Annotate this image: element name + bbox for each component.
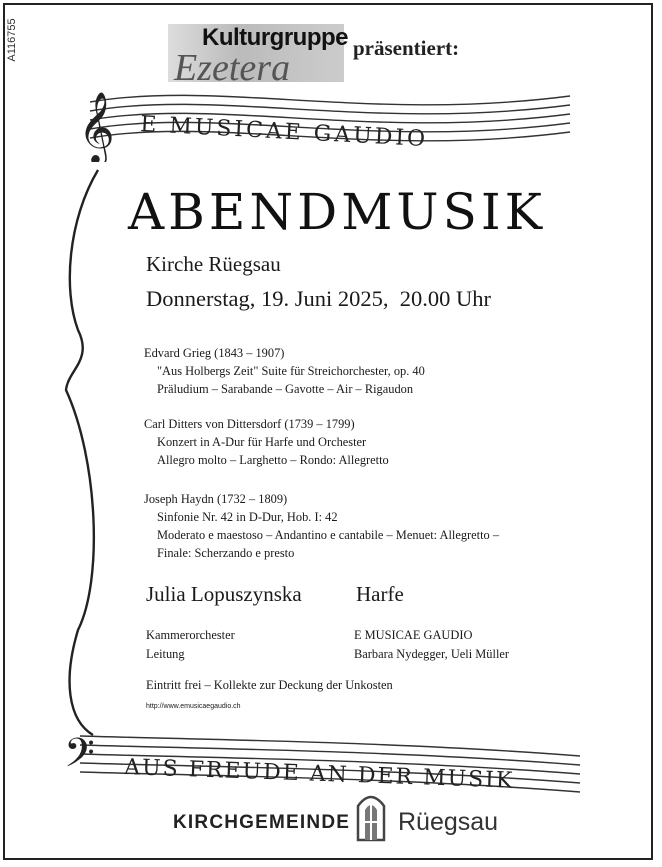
- ad-id-label: A116755: [6, 18, 18, 62]
- church-congregation-label: KIRCHGEMEINDE: [173, 812, 351, 833]
- work-line: "Aus Holbergs Zeit" Suite für Streichorchester, op. 40: [157, 364, 425, 378]
- work-line: Moderato e maestoso – Andantino e cantabile – Menuet: Allegretto –: [157, 528, 500, 542]
- program-item: [144, 415, 389, 469]
- work-line: Präludium – Sarabande – Gavotte – Air – Rigaudon: [157, 382, 414, 396]
- organizer-name-line2: Ezetera: [174, 47, 291, 89]
- svg-text:ABENDMUSIK: ABENDMUSIK: [128, 183, 546, 241]
- footer-banner-text: AUS FREUDE AN DER MUSIK: [123, 755, 515, 794]
- work-line: Finale: Scherzando e presto: [157, 546, 295, 560]
- soloist-instrument: Harfe: [356, 582, 404, 606]
- bass-clef-icon: 𝄢: [64, 730, 95, 786]
- composer: Edvard Grieg (1843 – 1907): [144, 346, 285, 360]
- soloist-name: Julia Lopuszynska: [146, 582, 302, 606]
- decorative-harp-curve: [58, 160, 118, 740]
- admission-note: Eintritt frei – Kollekte zur Deckung der Unkosten: [146, 678, 393, 692]
- composer: Joseph Haydn (1732 – 1809): [144, 492, 288, 506]
- work-line: Allegro molto – Larghetto – Rondo: Allegretto: [157, 453, 389, 467]
- credit-label: Leitung: [146, 647, 185, 661]
- website-link[interactable]: http://www.emusicaegaudio.ch: [146, 703, 241, 710]
- organizer-logo: [168, 24, 348, 89]
- venue: Kirche Rüegsau: [146, 252, 281, 276]
- presents-label: präsentiert:: [353, 36, 460, 60]
- church-window-icon: [354, 790, 388, 842]
- organizer-name-line1: Kulturgruppe: [202, 24, 348, 51]
- work-line: Konzert in A-Dur für Harfe und Orchester: [157, 435, 367, 449]
- credit-value: E MUSICAE GAUDIO: [354, 628, 473, 642]
- program-item: [144, 344, 425, 398]
- credits-values: [354, 626, 509, 664]
- credit-label: Kammerorchester: [146, 628, 235, 642]
- place-name: Rüegsau: [398, 808, 499, 836]
- credit-value: Barbara Nydegger, Ueli Müller: [354, 647, 510, 661]
- treble-clef-icon: 𝄞: [78, 90, 115, 162]
- work-line: Sinfonie Nr. 42 in D-Dur, Hob. I: 42: [157, 510, 338, 524]
- event-date: Donnerstag, 19. Juni 2025, 20.00 Uhr: [146, 286, 491, 311]
- program-item: [144, 490, 499, 562]
- ensemble-banner-text: E MUSICAE GAUDIO: [139, 112, 429, 153]
- credits-labels: [146, 626, 235, 664]
- top-staff-banner: [70, 82, 590, 162]
- bottom-staff-banner: [60, 722, 590, 802]
- event-title: [112, 182, 562, 242]
- composer: Carl Ditters von Dittersdorf (1739 – 1799): [144, 417, 355, 431]
